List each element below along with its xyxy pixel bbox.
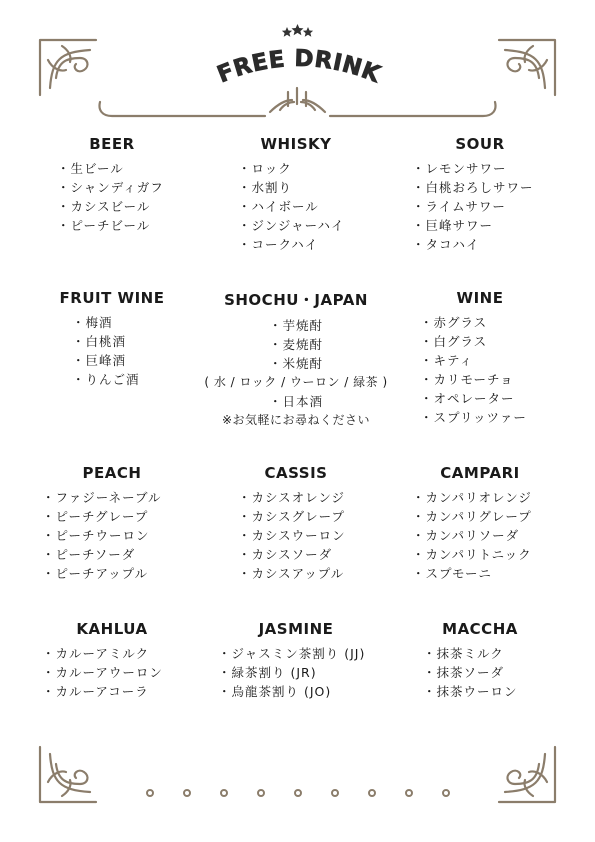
section-title: JASMINE <box>258 620 334 638</box>
section-campari <box>390 464 570 583</box>
section-wine <box>390 289 570 427</box>
section-title: KAHLUA <box>76 620 148 638</box>
list-item: ・ 赤グラス <box>420 313 570 332</box>
corner-ornament-bottom-left <box>40 747 96 802</box>
section-title: MACCHA <box>442 620 518 638</box>
list-item: ・ カリモーチョ <box>420 370 570 389</box>
list-item: ・ りんご酒 <box>72 370 202 389</box>
list-item: ・ ロック <box>238 159 386 178</box>
section-title: WINE <box>456 289 504 307</box>
list-item: ・ カンパリトニック <box>412 545 570 564</box>
list-item: ・ 抹茶ミルク <box>423 644 570 663</box>
list-item: ・ カシスウーロン <box>238 526 386 545</box>
section-maccha <box>390 620 570 701</box>
section-cassis <box>206 464 386 583</box>
list-item: ・ 白桃おろしサワー <box>412 178 570 197</box>
item-list <box>22 313 202 389</box>
list-item: ・ カシスアップル <box>238 564 386 583</box>
list-item: ・ レモンサワー <box>412 159 570 178</box>
list-item: ・ 日本酒 <box>196 392 396 411</box>
section-shochu-japan <box>196 289 396 430</box>
list-item: ・ ライムサワー <box>412 197 570 216</box>
list-item: ・ ピーチウーロン <box>42 526 202 545</box>
list-item: ・ 生ビール <box>57 159 202 178</box>
corner-ornament-bottom-right <box>499 747 555 802</box>
section-jasmine <box>206 620 386 701</box>
section-beer <box>22 135 202 235</box>
section-fruit-wine <box>22 289 202 389</box>
list-item: ・ カルーアウーロン <box>42 663 202 682</box>
list-item: ・ 抹茶ソーダ <box>423 663 570 682</box>
section-title: SOUR <box>455 135 505 153</box>
list-item: ・ 烏龍茶割り (JO) <box>218 682 386 701</box>
list-item: ・ ピーチソーダ <box>42 545 202 564</box>
list-item: ・ 芋焼酎 <box>196 316 396 335</box>
header-divider <box>100 88 496 116</box>
list-item: ・ カシスソーダ <box>238 545 386 564</box>
section-title: WHISKY <box>260 135 332 153</box>
section-title: SHOCHU・JAPAN <box>224 291 368 309</box>
section-title: FRUIT WINE <box>59 289 165 307</box>
list-item: ・ ジャスミン茶割り (JJ) <box>218 644 386 663</box>
list-item: ・ タコハイ <box>412 235 570 254</box>
list-item: ・ 抹茶ウーロン <box>423 682 570 701</box>
list-item: ・ ファジーネーブル <box>42 488 202 507</box>
list-item: ・ カシスビール <box>57 197 202 216</box>
list-item: ・ スプモーニ <box>412 564 570 583</box>
list-item: ・ カシスグレープ <box>238 507 386 526</box>
title-stars <box>282 24 313 37</box>
section-title: PEACH <box>82 464 142 482</box>
section-title: CAMPARI <box>440 464 520 482</box>
corner-ornament-top-left <box>40 40 96 95</box>
item-list <box>22 488 202 583</box>
list-item: ・ 巨峰酒 <box>72 351 202 370</box>
list-item: ・ カンパリオレンジ <box>412 488 570 507</box>
section-peach <box>22 464 202 583</box>
section-kahlua <box>22 620 202 701</box>
list-item: ・ シャンディガフ <box>57 178 202 197</box>
item-list <box>390 488 570 583</box>
item-list <box>22 644 202 701</box>
section-title: CASSIS <box>264 464 328 482</box>
list-item: ・ カルーアミルク <box>42 644 202 663</box>
item-list <box>206 488 386 583</box>
item-list <box>206 159 386 254</box>
bottom-dots <box>147 790 449 796</box>
list-item: ・ 緑茶割り (JR) <box>218 663 386 682</box>
list-item: ・ コークハイ <box>238 235 386 254</box>
item-list <box>390 644 570 701</box>
item-list <box>206 644 386 701</box>
item-list <box>196 316 396 373</box>
list-item: ・ カンパリソーダ <box>412 526 570 545</box>
list-item: ・ ピーチグレープ <box>42 507 202 526</box>
list-item: ・ 米焼酎 <box>196 354 396 373</box>
list-item: ・ ピーチビール <box>57 216 202 235</box>
list-item: ・ 梅酒 <box>72 313 202 332</box>
list-item: ・ 白グラス <box>420 332 570 351</box>
list-item: ・ ピーチアップル <box>42 564 202 583</box>
item-list <box>390 159 570 254</box>
list-item: ・ ハイボール <box>238 197 386 216</box>
list-item: ・ 白桃酒 <box>72 332 202 351</box>
list-item: ・ 麦焼酎 <box>196 335 396 354</box>
item-list <box>196 392 396 411</box>
list-item: ・ ジンジャーハイ <box>238 216 386 235</box>
corner-ornament-top-right <box>499 40 555 95</box>
list-item: ・ スプリッツァー <box>420 408 570 427</box>
list-item: ・ 水割り <box>238 178 386 197</box>
list-item: ・ カンパリグレープ <box>412 507 570 526</box>
list-item: ・ カルーアコーラ <box>42 682 202 701</box>
list-item: ・ キティ <box>420 351 570 370</box>
section-whisky <box>206 135 386 254</box>
section-title: BEER <box>89 135 135 153</box>
page-title: FREE DRINK <box>213 45 384 89</box>
shochu-variants: ( 水 / ロック / ウーロン / 緑茶 ) <box>204 375 388 389</box>
item-list <box>390 313 570 427</box>
list-item: ・ オペレーター <box>420 389 570 408</box>
item-list <box>22 159 202 235</box>
list-item: ・ 巨峰サワー <box>412 216 570 235</box>
shochu-note: ※お気軽にお尋ねください <box>221 413 371 427</box>
list-item: ・ カシスオレンジ <box>238 488 386 507</box>
section-sour <box>390 135 570 254</box>
